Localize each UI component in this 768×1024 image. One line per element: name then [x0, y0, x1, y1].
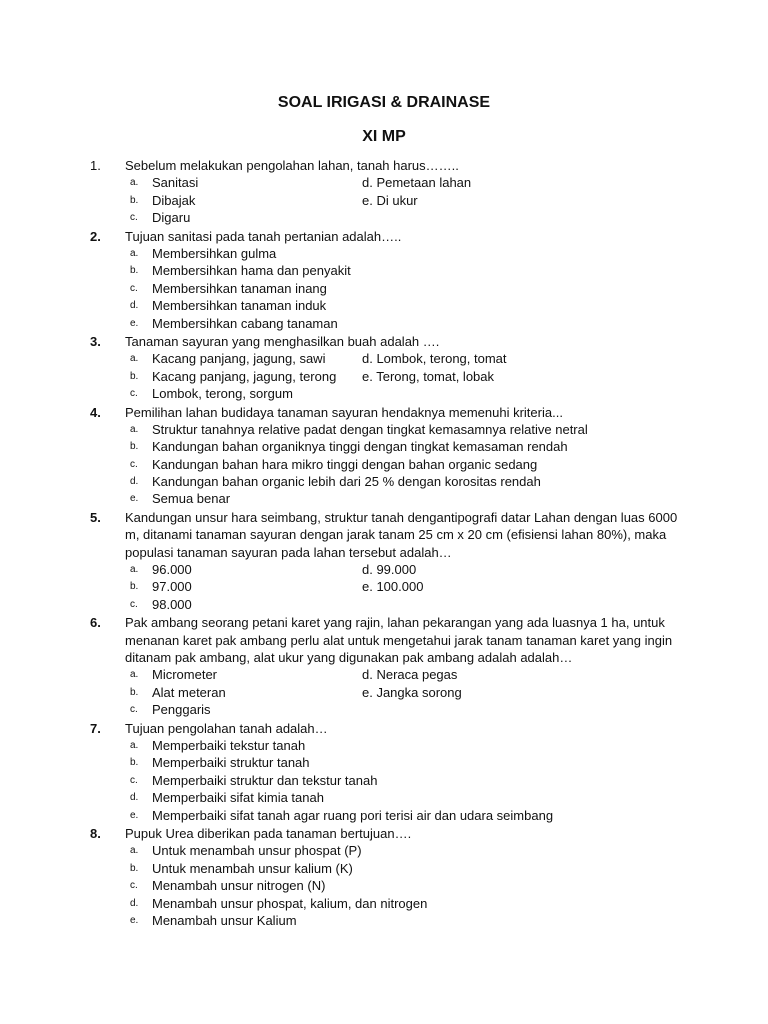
option-text: 96.000	[152, 562, 192, 578]
option-text: 98.000	[152, 596, 192, 612]
question-2	[0, 228, 768, 332]
option-text: Membersihkan cabang tanaman	[152, 315, 338, 331]
question-number: 5.	[90, 509, 101, 525]
option-text: Menambah unsur nitrogen (N)	[152, 878, 326, 894]
option-text: Sanitasi	[152, 175, 199, 191]
option-text: Kandungan bahan organiknya tinggi dengan tingkat kemasaman rendah	[152, 439, 568, 455]
question-4	[0, 404, 768, 508]
answer-options	[0, 245, 768, 332]
option-text-right: e. Terong, tomat, lobak	[362, 368, 495, 384]
option-text: Membersihkan tanaman induk	[152, 298, 327, 314]
option-letter: c.	[130, 212, 138, 224]
option-text-right: e. 100.000	[362, 579, 424, 595]
answer-options	[0, 350, 768, 402]
document-title: SOAL IRIGASI & DRAINASE	[277, 94, 491, 111]
document-subtitle: XI MP	[362, 128, 406, 145]
option-letter: c.	[130, 388, 138, 400]
option-text: 97.000	[152, 579, 192, 595]
answer-options	[0, 842, 768, 929]
option-row	[0, 456, 768, 473]
option-letter: a.	[130, 247, 139, 259]
option-letter: b.	[130, 441, 139, 453]
question-number: 2.	[90, 228, 101, 244]
option-text: Alat meteran	[152, 684, 226, 700]
option-letter: e.	[130, 914, 139, 926]
option-letter: c.	[130, 282, 138, 294]
option-letter: a.	[130, 845, 139, 857]
question-number: 6.	[90, 615, 101, 631]
option-text: Menambah unsur Kalium	[152, 912, 297, 928]
question-list	[0, 157, 768, 930]
question-header	[0, 157, 768, 174]
option-row	[0, 912, 768, 929]
option-row	[0, 578, 768, 595]
option-letter: b.	[130, 757, 139, 769]
option-letter: a.	[130, 177, 139, 189]
option-row	[0, 701, 768, 718]
answer-options	[0, 174, 768, 226]
option-text: Struktur tanahnya relative padat dengan tingkat kemasamnya relative netral	[152, 421, 588, 437]
option-text: Kandungan bahan organic lebih dari 25 % dengan korositas rendah	[152, 474, 541, 490]
option-text-right: d. Pemetaan lahan	[362, 175, 472, 191]
question-header	[0, 333, 768, 350]
question-text: Kandungan unsur hara seimbang, struktur tanah dengantipografi datar Lahan dengan luas 6000 m, ditanami tanaman sayuran dengan jarak tanam 25 cm x 20 cm (efisiensi lahan 80%), maka populasi tanaman sayuran pada lahan tersebut adalah…	[125, 509, 678, 560]
option-letter: c.	[130, 880, 138, 892]
option-row	[0, 174, 768, 191]
question-header	[0, 509, 768, 561]
answer-options	[0, 666, 768, 718]
option-text: Memperbaiki tekstur tanah	[152, 738, 306, 754]
option-row	[0, 385, 768, 402]
option-row	[0, 860, 768, 877]
option-row	[0, 842, 768, 859]
question-number: 7.	[90, 720, 101, 736]
option-letter: d.	[130, 897, 139, 909]
option-letter: a.	[130, 740, 139, 752]
option-text: Memperbaiki struktur tanah	[152, 755, 310, 771]
option-row	[0, 684, 768, 701]
question-header	[0, 720, 768, 737]
option-text: Kacang panjang, jagung, terong	[152, 368, 337, 384]
question-1	[0, 157, 768, 227]
option-text: Digaru	[152, 210, 191, 226]
question-number: 8.	[90, 826, 101, 842]
option-letter: a.	[130, 353, 139, 365]
question-number: 1.	[90, 158, 101, 173]
question-text: Tujuan pengolahan tanah adalah…	[125, 720, 328, 736]
question-text: Pak ambang seorang petani karet yang rajin, lahan pekarangan yang ada luasnya 1 ha, untuk menanan karet pak ambang perlu alat untuk mengetahui jarak tanam tanaman karet yang ingin ditanam pak ambang, alat ukur yang digunakan pak ambang adalah adalah…	[125, 615, 673, 666]
option-letter: b.	[130, 862, 139, 874]
option-letter: d.	[130, 300, 139, 312]
option-row	[0, 350, 768, 367]
option-row	[0, 209, 768, 226]
option-row	[0, 490, 768, 507]
question-header	[0, 825, 768, 842]
option-text: Untuk menambah unsur kalium (K)	[152, 860, 353, 876]
option-text: Penggaris	[152, 702, 211, 718]
option-row	[0, 895, 768, 912]
question-8	[0, 825, 768, 929]
option-row	[0, 297, 768, 314]
option-row	[0, 877, 768, 894]
option-letter: a.	[130, 423, 139, 435]
option-letter: b.	[130, 194, 139, 206]
option-row	[0, 789, 768, 806]
option-letter: e.	[130, 317, 139, 329]
question-text: Tujuan sanitasi pada tanah pertanian adalah…..	[125, 228, 402, 244]
option-text-right: e. Jangka sorong	[362, 684, 462, 700]
option-row	[0, 473, 768, 490]
option-text-right: d. 99.000	[362, 562, 417, 578]
option-row	[0, 315, 768, 332]
option-text: Membersihkan gulma	[152, 245, 277, 261]
option-row	[0, 438, 768, 455]
option-letter: b.	[130, 686, 139, 698]
option-letter: e.	[130, 493, 139, 505]
option-letter: b.	[130, 581, 139, 593]
question-header	[0, 404, 768, 421]
option-row	[0, 754, 768, 771]
option-letter: c.	[130, 598, 138, 610]
option-text-right: d. Lombok, terong, tomat	[362, 351, 507, 367]
question-6	[0, 614, 768, 718]
option-text: Kandungan bahan hara mikro tinggi dengan bahan organic sedang	[152, 456, 538, 472]
option-row	[0, 772, 768, 789]
option-text: Menambah unsur phospat, kalium, dan nitrogen	[152, 895, 428, 911]
question-header	[0, 614, 768, 666]
question-7	[0, 720, 768, 824]
option-text: Lombok, terong, sorgum	[152, 386, 293, 402]
option-letter: b.	[130, 265, 139, 277]
option-text: Memperbaiki sifat tanah agar ruang pori terisi air dan udara seimbang	[152, 807, 554, 823]
option-row	[0, 262, 768, 279]
option-text: Micrometer	[152, 667, 218, 683]
option-letter: c.	[130, 458, 138, 470]
option-row	[0, 368, 768, 385]
option-row	[0, 192, 768, 209]
option-row	[0, 561, 768, 578]
option-text: Semua benar	[152, 491, 231, 507]
option-text: Kacang panjang, jagung, sawi	[152, 351, 326, 367]
option-text: Memperbaiki sifat kimia tanah	[152, 790, 324, 806]
option-row	[0, 421, 768, 438]
question-text: Sebelum melakukan pengolahan lahan, tanah harus……..	[125, 158, 459, 173]
option-text: Membersihkan hama dan penyakit	[152, 263, 351, 279]
option-letter: a.	[130, 564, 139, 576]
question-header	[0, 228, 768, 245]
option-text-right: d. Neraca pegas	[362, 667, 458, 683]
option-row	[0, 245, 768, 262]
question-text: Pemilihan lahan budidaya tanaman sayuran hendaknya memenuhi kriteria...	[125, 404, 563, 420]
option-text: Dibajak	[152, 192, 196, 208]
question-5	[0, 509, 768, 613]
option-row	[0, 737, 768, 754]
option-row	[0, 596, 768, 613]
option-letter: b.	[130, 370, 139, 382]
option-letter: c.	[130, 704, 138, 716]
option-text: Membersihkan tanaman inang	[152, 280, 327, 296]
option-row	[0, 666, 768, 683]
option-letter: a.	[130, 669, 139, 681]
option-text-right: e. Di ukur	[362, 192, 418, 208]
question-number: 4.	[90, 404, 101, 420]
answer-options	[0, 561, 768, 613]
option-text: Memperbaiki struktur dan tekstur tanah	[152, 772, 378, 788]
question-3	[0, 333, 768, 403]
answer-options	[0, 421, 768, 508]
option-row	[0, 807, 768, 824]
answer-options	[0, 737, 768, 824]
option-text: Untuk menambah unsur phospat (P)	[152, 843, 362, 859]
option-letter: c.	[130, 774, 138, 786]
question-number: 3.	[90, 333, 101, 349]
question-text: Pupuk Urea diberikan pada tanaman bertujuan….	[125, 826, 412, 842]
option-letter: d.	[130, 476, 139, 488]
option-letter: e.	[130, 809, 139, 821]
option-letter: d.	[130, 792, 139, 804]
option-row	[0, 280, 768, 297]
question-text: Tanaman sayuran yang menghasilkan buah adalah ….	[125, 333, 440, 349]
